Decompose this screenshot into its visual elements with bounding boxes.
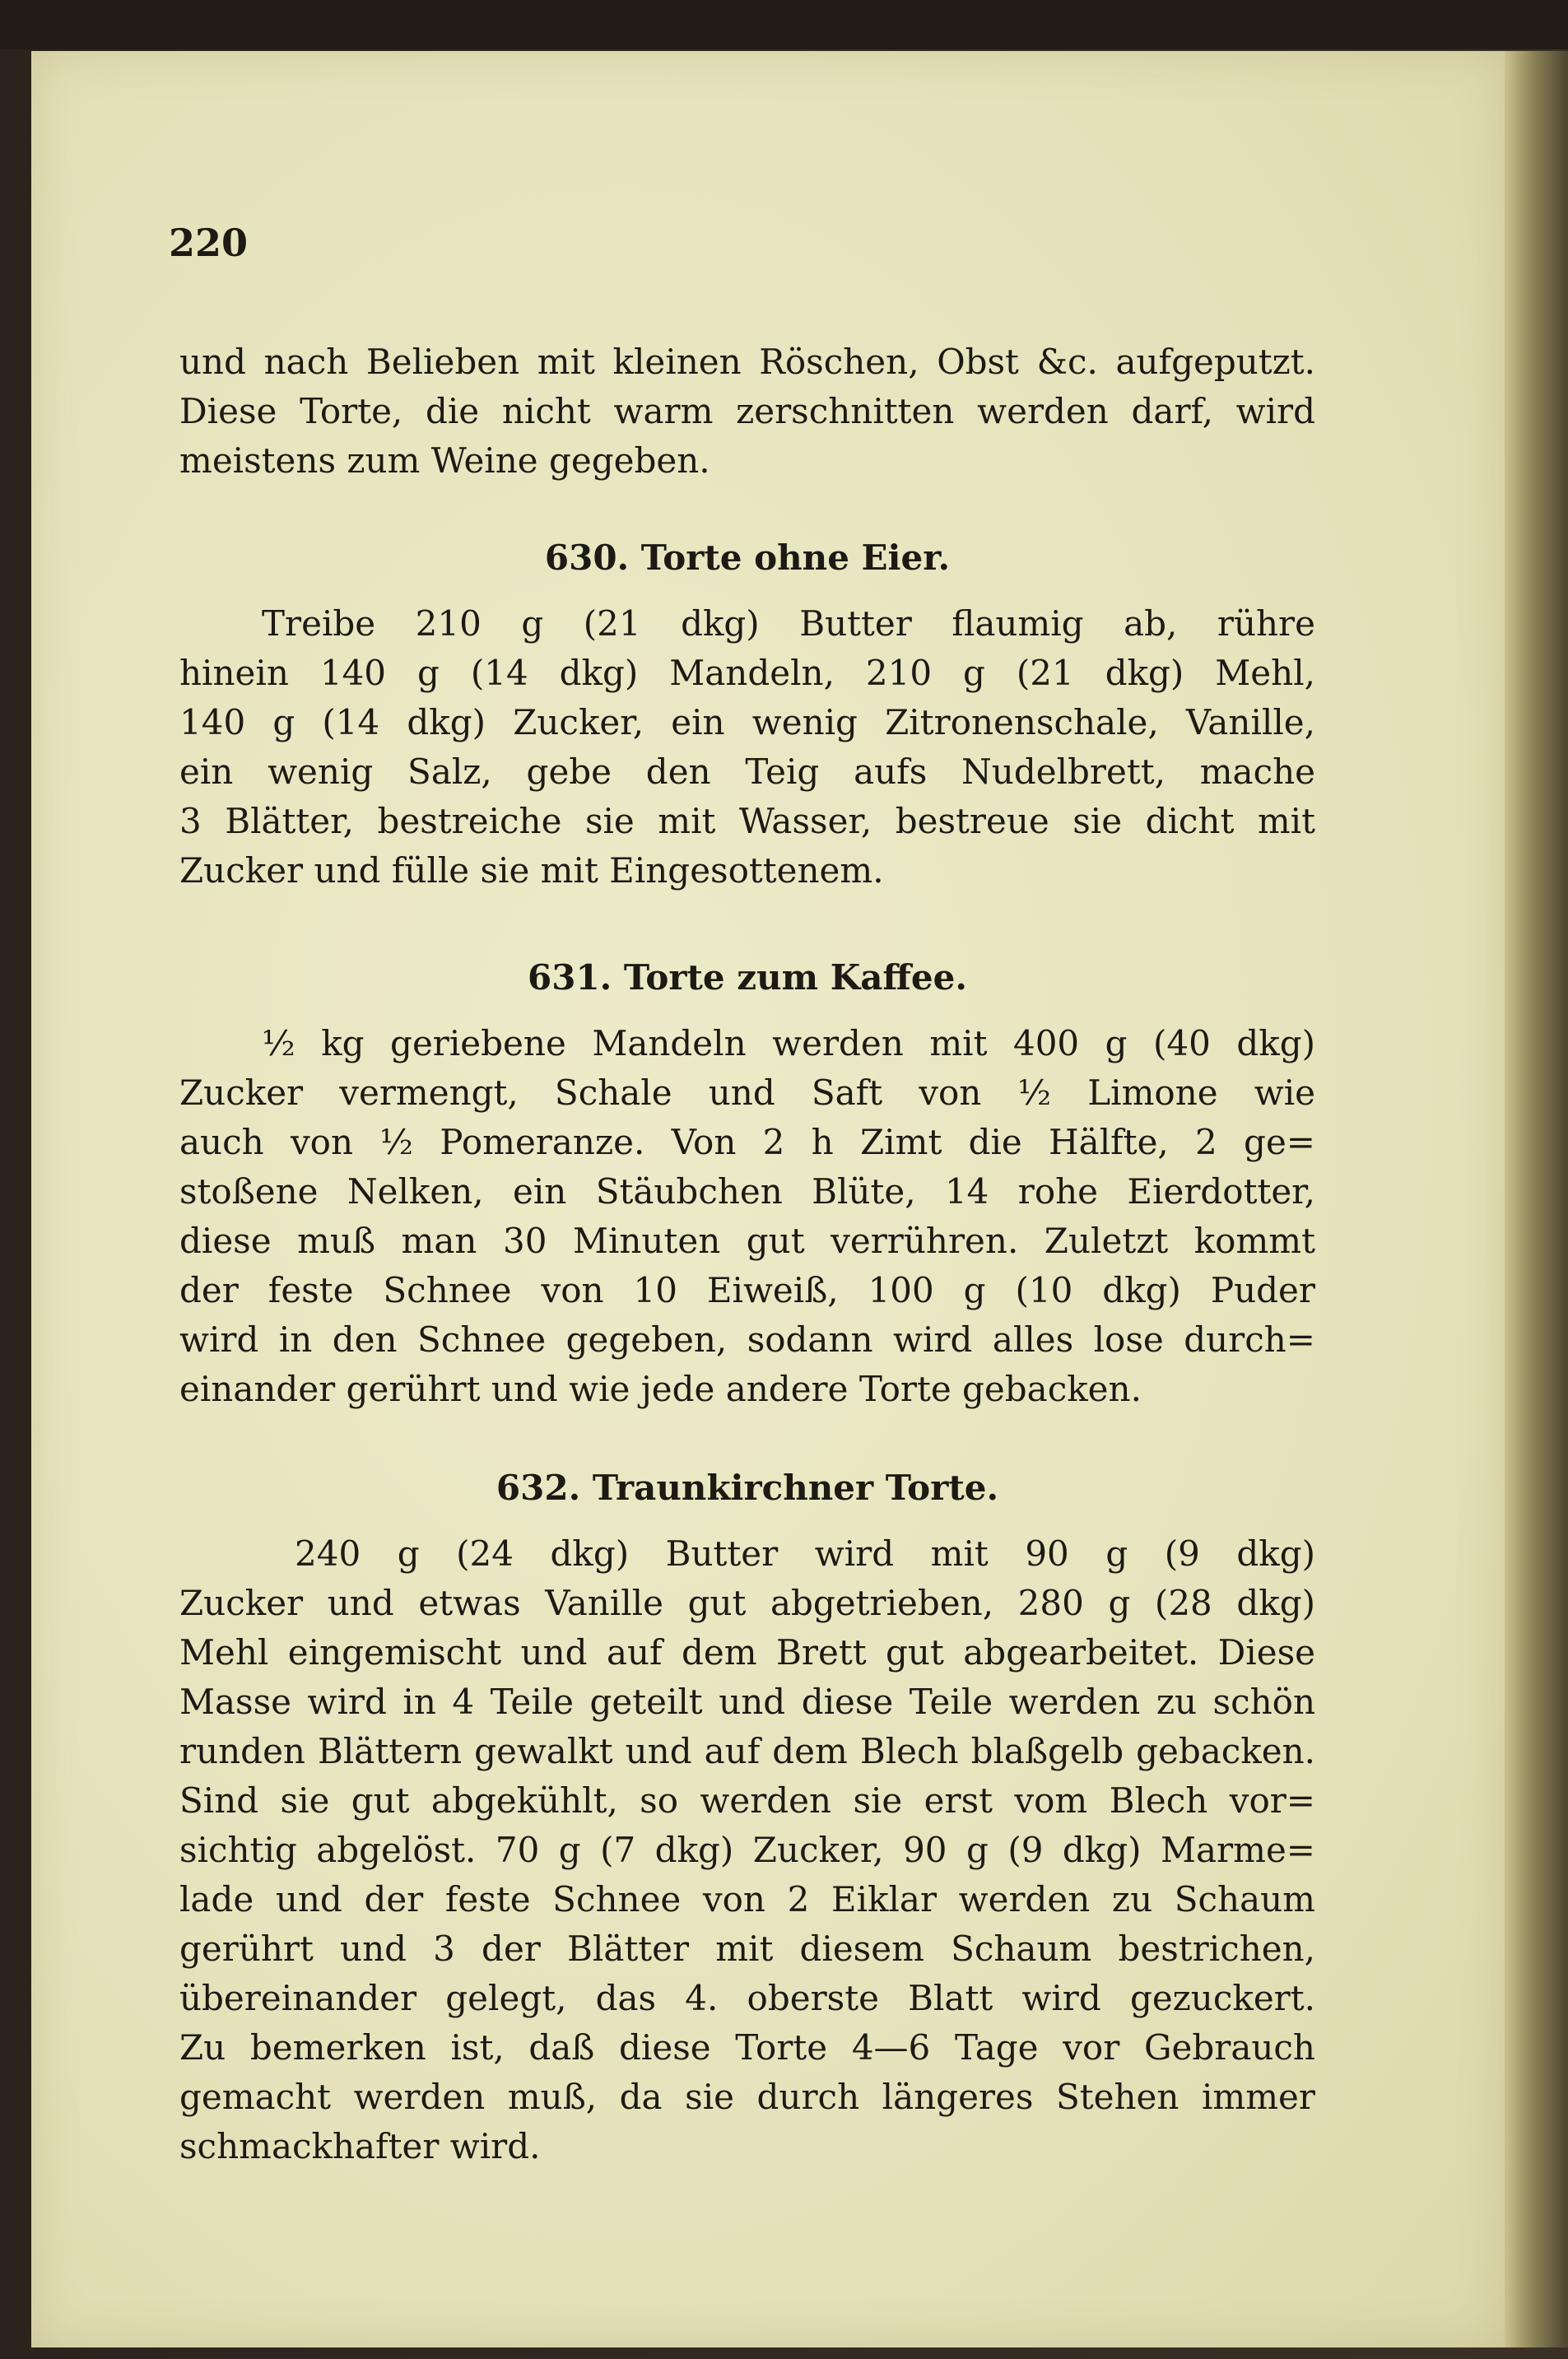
text-line: sichtig abgelöst. 70 g (7 dkg) Zucker, 90 g (9 dkg) Marme= — [179, 1830, 1315, 1870]
recipe-heading-631: 631. Torte zum Kaffee. — [528, 957, 967, 998]
text-line: Treibe 210 g (21 dkg) Butter flaumig ab, rühre — [262, 603, 1315, 644]
recipe-body-630 — [179, 599, 1315, 896]
text-line: stoßene Nelken, ein Stäubchen Blüte, 14 rohe Eierdotter, — [179, 1171, 1315, 1212]
recipe-body-631 — [179, 1019, 1315, 1414]
text-line: der feste Schnee von 10 Eiweiß, 100 g (10 dkg) Puder — [179, 1270, 1315, 1310]
text-line: Zu bemerken ist, daß diese Torte 4—6 Tage vor Gebrauch — [179, 2027, 1315, 2068]
text-line: ein wenig Salz, gebe den Teig aufs Nudelbrett, mache — [179, 751, 1315, 792]
recipe-heading-632: 632. Traunkirchner Torte. — [496, 1468, 999, 1508]
book-gutter — [1505, 51, 1568, 2347]
text-line: gerührt und 3 der Blätter mit diesem Schaum bestrichen, — [179, 1929, 1315, 1969]
text-line: Mehl eingemischt und auf dem Brett gut abgearbeitet. Diese — [179, 1632, 1315, 1673]
page-number: 220 — [169, 221, 249, 265]
text-line: Masse wird in 4 Teile geteilt und diese Teile werden zu schön — [179, 1682, 1315, 1722]
text-line: 3 Blätter, bestreiche sie mit Wasser, bestreue sie dicht mit — [179, 801, 1315, 841]
text-line: runden Blättern gewalkt und auf dem Blech blaßgelb gebacken. — [179, 1731, 1315, 1771]
text-line: einander gerührt und wie jede andere Torte gebacken. — [179, 1369, 1142, 1409]
text-line: ½ kg geriebene Mandeln werden mit 400 g (40 dkg) — [262, 1023, 1315, 1063]
intro-paragraph — [179, 337, 1315, 486]
text-line: lade und der feste Schnee von 2 Eiklar werden zu Schaum — [179, 1879, 1315, 1919]
text-line: schmackhafter wird. — [179, 2126, 541, 2166]
text-line: Zucker und etwas Vanille gut abgetrieben, 280 g (28 dkg) — [179, 1583, 1315, 1623]
text-line: Sind sie gut abgekühlt, so werden sie erst vom Blech vor= — [179, 1780, 1315, 1821]
text-line: gemacht werden muß, da sie durch längeres Stehen immer — [179, 2077, 1315, 2117]
text-line: Zucker und fülle sie mit Eingesottenem. — [179, 850, 884, 891]
text-line: Zucker vermengt, Schale und Saft von ½ Limone wie — [179, 1072, 1315, 1113]
text-line: diese muß man 30 Minuten gut verrühren. Zuletzt kommt — [179, 1221, 1315, 1261]
recipe-body-632 — [179, 1529, 1315, 2171]
text-line: übereinander gelegt, das 4. oberste Blatt wird gezuckert. — [179, 1978, 1315, 2018]
text-line: 140 g (14 dkg) Zucker, ein wenig Zitronenschale, Vanille, — [179, 702, 1315, 742]
text-line: hinein 140 g (14 dkg) Mandeln, 210 g (21 dkg) Mehl, — [179, 653, 1315, 693]
text-line: und nach Belieben mit kleinen Röschen, Obst &c. aufgeputzt. — [179, 342, 1315, 382]
text-line: Diese Torte, die nicht warm zerschnitten werden darf, wird — [179, 391, 1315, 431]
text-line: 240 g (24 dkg) Butter wird mit 90 g (9 dkg) — [295, 1533, 1315, 1574]
text-line: auch von ½ Pomeranze. Von 2 h Zimt die Hälfte, 2 ge= — [179, 1122, 1315, 1162]
text-line: meistens zum Weine gegeben. — [179, 440, 710, 481]
text-line: wird in den Schnee gegeben, sodann wird alles lose durch= — [179, 1319, 1315, 1360]
recipe-heading-630: 630. Torte ohne Eier. — [544, 537, 951, 578]
scan-background-top — [0, 0, 1568, 49]
